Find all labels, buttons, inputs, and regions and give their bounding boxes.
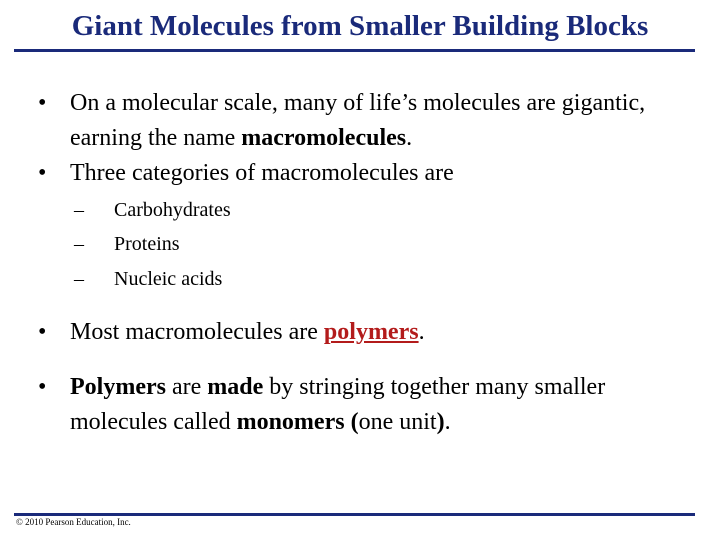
term-polymers: polymers: [323, 319, 419, 345]
bullet-text: are: [165, 374, 208, 400]
term-polymers-bold: Polymers: [70, 374, 166, 400]
bullet-punct: .: [406, 125, 413, 151]
bullet-text: On a molecular scale, many of life’s molecules are gigantic, earning the name: [70, 90, 646, 151]
footer-divider: [14, 513, 695, 516]
bullet-punct: .: [418, 319, 425, 345]
paren-close: ): [436, 409, 445, 435]
subitem-label: Carbohydrates: [114, 199, 231, 221]
bullet-polymers: [38, 315, 698, 350]
bullet-text: Most macromolecules are: [70, 319, 324, 345]
title-divider: [14, 49, 695, 52]
dash-symbol: –: [74, 268, 84, 290]
term-macromolecules: macromolecules: [241, 125, 407, 151]
bullet-symbol: •: [38, 90, 47, 116]
bullet-symbol: •: [38, 374, 47, 400]
dash-symbol: –: [74, 233, 84, 255]
bullet-monomers: [38, 370, 698, 440]
subitem-proteins: [74, 232, 180, 256]
bullet-text: by stringing together many smaller molecules called: [70, 374, 606, 435]
bullet-categories: [38, 156, 698, 191]
term-monomers: monomers (: [236, 409, 359, 435]
slide-title: Giant Molecules from Smaller Building Blocks: [71, 10, 649, 42]
bullet-symbol: •: [38, 319, 47, 345]
subitem-label: Proteins: [114, 233, 180, 255]
dash-symbol: –: [74, 199, 84, 221]
bullet-macromolecules: [38, 86, 698, 156]
bullet-text: one unit: [358, 409, 437, 435]
bullet-symbol: •: [38, 160, 47, 186]
term-made: made: [207, 374, 264, 400]
bullet-punct: .: [444, 409, 451, 435]
copyright-footer: © 2010 Pearson Education, Inc.: [16, 517, 131, 527]
subitem-label: Nucleic acids: [114, 268, 223, 290]
subitem-carbohydrates: [74, 198, 231, 222]
bullet-text: Three categories of macromolecules are: [70, 160, 454, 186]
subitem-nucleic-acids: [74, 267, 222, 291]
